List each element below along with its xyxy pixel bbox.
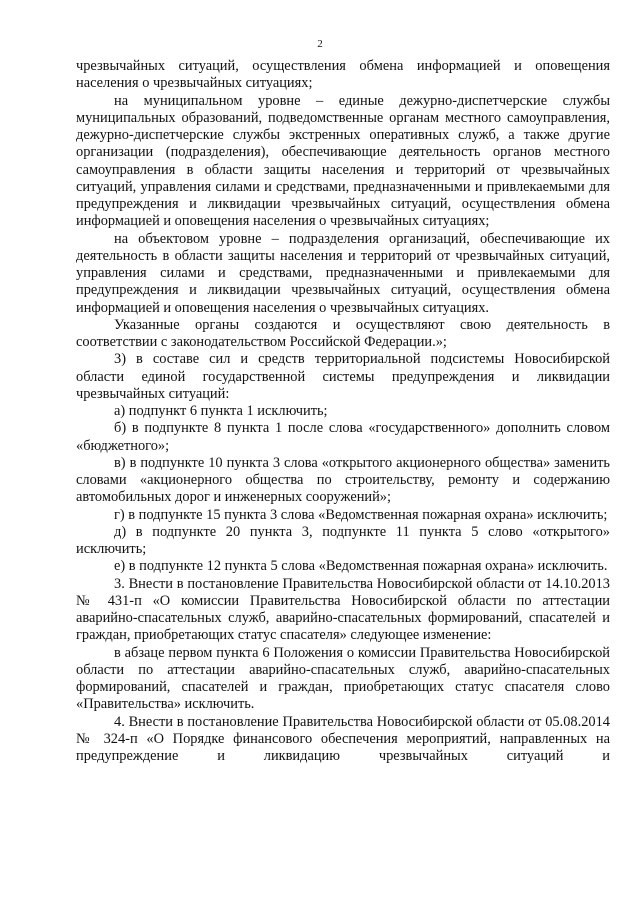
- document-body: [76, 58, 610, 765]
- paragraph: а) подпункт 6 пункта 1 исключить;: [114, 403, 328, 419]
- paragraph: на муниципальном уровне – единые дежурно-диспетчерские службы муниципальных образований, подведомственные органам местного самоуправления, дежурно-диспетчерские службы экстренных оперативных служб, а также другие организации (подразделения), обеспечивающие деятельность органов местного самоуправления в области защиты населения и территорий от чрезвычайных ситуаций, управления силами и средствами, предназначенными и привлекаемыми для предупреждения и ликвидации чрезвычайных ситуаций, осуществления обмена информацией и оповещения населения о чрезвычайных ситуациях;: [76, 92, 610, 230]
- paragraph: б) в подпункте 8 пункта 1 после слова «государственного» дополнить словом «бюджетного»;: [76, 420, 610, 454]
- paragraph: 4. Внести в постановление Правительства Новосибирской области от 05.08.2014 № 324-п «О Порядке финансового обеспечения мероприятий, направленных на предупреждение и ликвидацию чрезвычайных ситуаций и: [76, 713, 610, 764]
- paragraph: в) в подпункте 10 пункта 3 слова «открытого акционерного общества» заменить словами «акционерного общества по строительству, ремонту и содержанию автомобильных дорог и инженерных сооружений»;: [76, 454, 610, 506]
- paragraph: чрезвычайных ситуаций, осуществления обмена информацией и оповещения населения о чрезвычайных ситуациях;: [76, 58, 610, 92]
- paragraph: д) в подпункте 20 пункта 3, подпункте 11 пункта 5 слово «открытого» исключить;: [76, 523, 610, 557]
- paragraph: на объектовом уровне – подразделения организаций, обеспечивающие их деятельность в области защиты населения и территорий от чрезвычайных ситуаций, управления силами и средствами, предназначенными и привлекаемыми для предупреждения и ликвидации чрезвычайных ситуаций, осуществления обмена информацией и оповещения населения о чрезвычайных ситуациях.: [76, 230, 610, 316]
- paragraph: 3. Внести в постановление Правительства Новосибирской области от 14.10.2013 № 431-п «О комиссии Правительства Новосибирской области по аттестации аварийно-спасательных служб, аварийно-спасательных формирований, спасателей и граждан, приобретающих статус спасателя» следующее изменение:: [76, 575, 610, 644]
- paragraph: в абзаце первом пункта 6 Положения о комиссии Правительства Новосибирской области по аттестации аварийно-спасательных служб, аварийно-спасательных формирований, спасателей и граждан, приобретающих статус спасателя слово «Правительства» исключить.: [76, 644, 610, 713]
- paragraph: е) в подпункте 12 пункта 5 слова «Ведомственная пожарная охрана» исключить.: [114, 558, 608, 575]
- paragraph: 3) в составе сил и средств территориальной подсистемы Новосибирской области единой государственной системы предупреждения и ликвидации чрезвычайных ситуаций:: [76, 351, 610, 402]
- page-number: 2: [317, 38, 323, 50]
- paragraph: Указанные органы создаются и осуществляют свою деятельность в соответствии с законодательством Российской Федерации.»;: [76, 316, 610, 350]
- paragraph: г) в подпункте 15 пункта 3 слова «Ведомственная пожарная охрана» исключить;: [114, 506, 608, 523]
